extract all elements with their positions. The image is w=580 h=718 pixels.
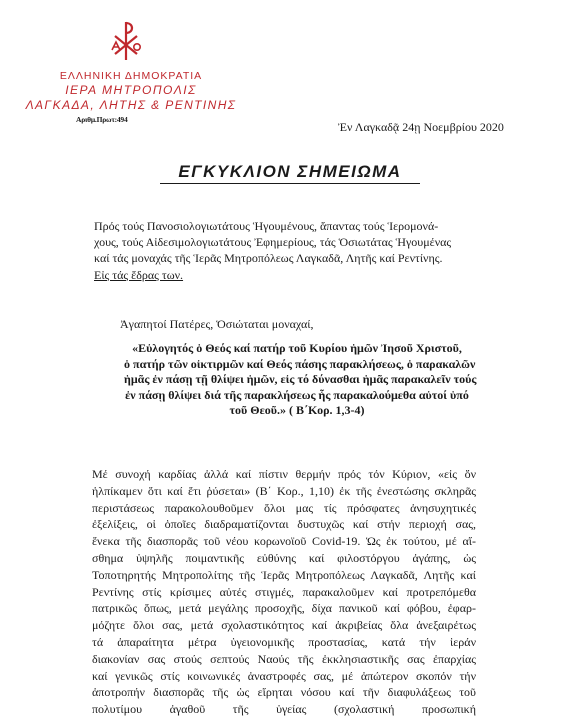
body-line: Τοποτηρητής Μητροπολίτης τῆς Ἱερᾶς Μητροπόλεως Λαγκαδᾶ, Λητῆς καί: [92, 567, 476, 582]
quote-line: ὁ πατήρ τῶν οἰκτιρμῶν καί Θεός πάσης παρακλήσεως, ὁ παρακαλῶν: [124, 356, 476, 371]
address-line: Πρός τούς Πανοσιολογιωτάτους Ἡγουμένους, ἅπαντας τούς Ἱερομονά-: [94, 219, 439, 233]
quote-line: «Εὐλογητός ὁ Θεός καί πατήρ τοῦ Κυρίου ἡμῶν Ἰησοῦ Χριστοῦ,: [132, 341, 462, 355]
address-line: χους, τούς Αἰδεσιμολογιωτάτους Ἐφημερίους, τάς Ὁσιωτάτας Ἡγουμένας: [94, 235, 452, 250]
body-line: ἀποτροπήν διασπορᾶς τῆς ὡς εἴρηται νόσου καί τῆν διαφυλάξεως τοῦ: [92, 685, 476, 700]
body-line: μόζητε ὅλοι σας, μετά σχολαστικότητος καί ἀκριβείας ὅλα ἀνεξαιρέτως: [92, 618, 476, 633]
body-line: καί γενικῶς στίς κοινωνικές ἀναστροφές σας, μέ ἀπώτερον σκοπόν τήν: [92, 668, 476, 683]
chi-rho-cross-logo-icon: [110, 20, 142, 62]
quote-line: ἐν πάσῃ θλίψει διά τῆς παρακλήσεως ἧς παρακαλούμεθα αὐτοί ὑπό: [125, 387, 469, 402]
document-date: Ἐν Λαγκαδᾷ 24ῃ Νοεμβρίου 2020: [338, 120, 504, 134]
scripture-quote: [124, 341, 477, 419]
body-line: Ρεντίνης στίς κρίσιμες αὐτές στιγμές, παρακαλοῦμεν καί προτρεπόμεθα: [92, 584, 476, 599]
body-line: ἕνεκα τῆς διασπορᾶς τοῦ νέου κορωνοϊοῦ Covid-19. Ὡς ἐκ τούτου, μέ αἴ-: [92, 534, 476, 549]
body-line: πατρικῶς ὅπως, μετά μεγάλης προσοχῆς, δίχα πανικοῦ καί φόβου, ἐφαρ-: [92, 601, 476, 616]
letterhead-region: ΛΑΓΚΑΔΑ, ΛΗΤΗΣ & ΡΕΝΤΙΝΗΣ: [25, 98, 237, 112]
address-block: [94, 218, 466, 283]
body-line: σθημα ὑψηλῆς ποιμαντικῆς εὐθύνης καί φιλοστόργου ἀγάπης, ὡς: [92, 550, 476, 565]
address-line-recipient-seats: Εἰς τάς ἕδρας των.: [94, 267, 184, 282]
body-line: Μέ συνοχή καρδίας ἀλλά καί πίστιν θερμήν πρός τόν Κύριον, «εἰς ὅν: [92, 467, 476, 481]
letterhead-metropolis: ΙΕΡΑ ΜΗΤΡΟΠΟΛΙΣ: [65, 83, 197, 97]
quote-line: τοῦ Θεοῦ.» ( Β΄Κορ. 1,3-4): [229, 403, 365, 417]
body-line: διακονίαν σας στούς σεπτούς Ναούς τῆς ἐκκλησιαστικῆς σας ἐπαρχίας: [92, 651, 476, 666]
quote-line: ἡμᾶς ἐν πάσῃ τῇ θλίψει ἡμῶν, εἰς τό δύνασθαι ἡμᾶς παρακαλεῖν τούς: [124, 372, 477, 386]
letterhead-state: ΕΛΛΗΝΙΚΗ ΔΗΜΟΚΡΑΤΙΑ: [59, 70, 203, 82]
body-line: ἠλπίκαμεν ὅτι καί ἔτι ῥύσεται» (Β΄ Κορ., 1,10) ἐκ τῆς ἐνεστώσης σκληρᾶς: [92, 483, 476, 498]
body-line: περιστάσεως παρακολουθοῦμεν ὅλοι μας τίς πρόσφατες ἀνησυχητικές: [92, 500, 476, 515]
address-line: καί τάς μοναχάς τῆς Ἱερᾶς Μητροπόλεως Λαγκαδᾶ, Λητῆς καί Ρεντίνης.: [94, 251, 443, 266]
body-line: τά ἀπαραίτητα μέτρα ὑγειονομικῆς προστασίας, κατά τήν ἱεράν: [92, 634, 476, 649]
protocol-number: Αριθμ.Πρωτ:494: [76, 115, 128, 124]
document-title: ΕΓΚΥΚΛΙΟΝ ΣΗΜΕΙΩΜΑ: [160, 162, 420, 184]
body-line: πολυτίμου ἀγαθοῦ τῆς ὑγείας (σχολαστική προσωπική: [92, 702, 476, 717]
letterhead: [24, 69, 238, 113]
body-line: ἐξελίξεις, οἱ ὁποῖες διαδραματίζονται δυστυχῶς καί στήν περιοχή σας,: [92, 517, 476, 532]
body-text: [92, 466, 476, 718]
greeting: Ἀγαπητοί Πατέρες, Ὁσιώταται μοναχαί,: [120, 317, 314, 331]
